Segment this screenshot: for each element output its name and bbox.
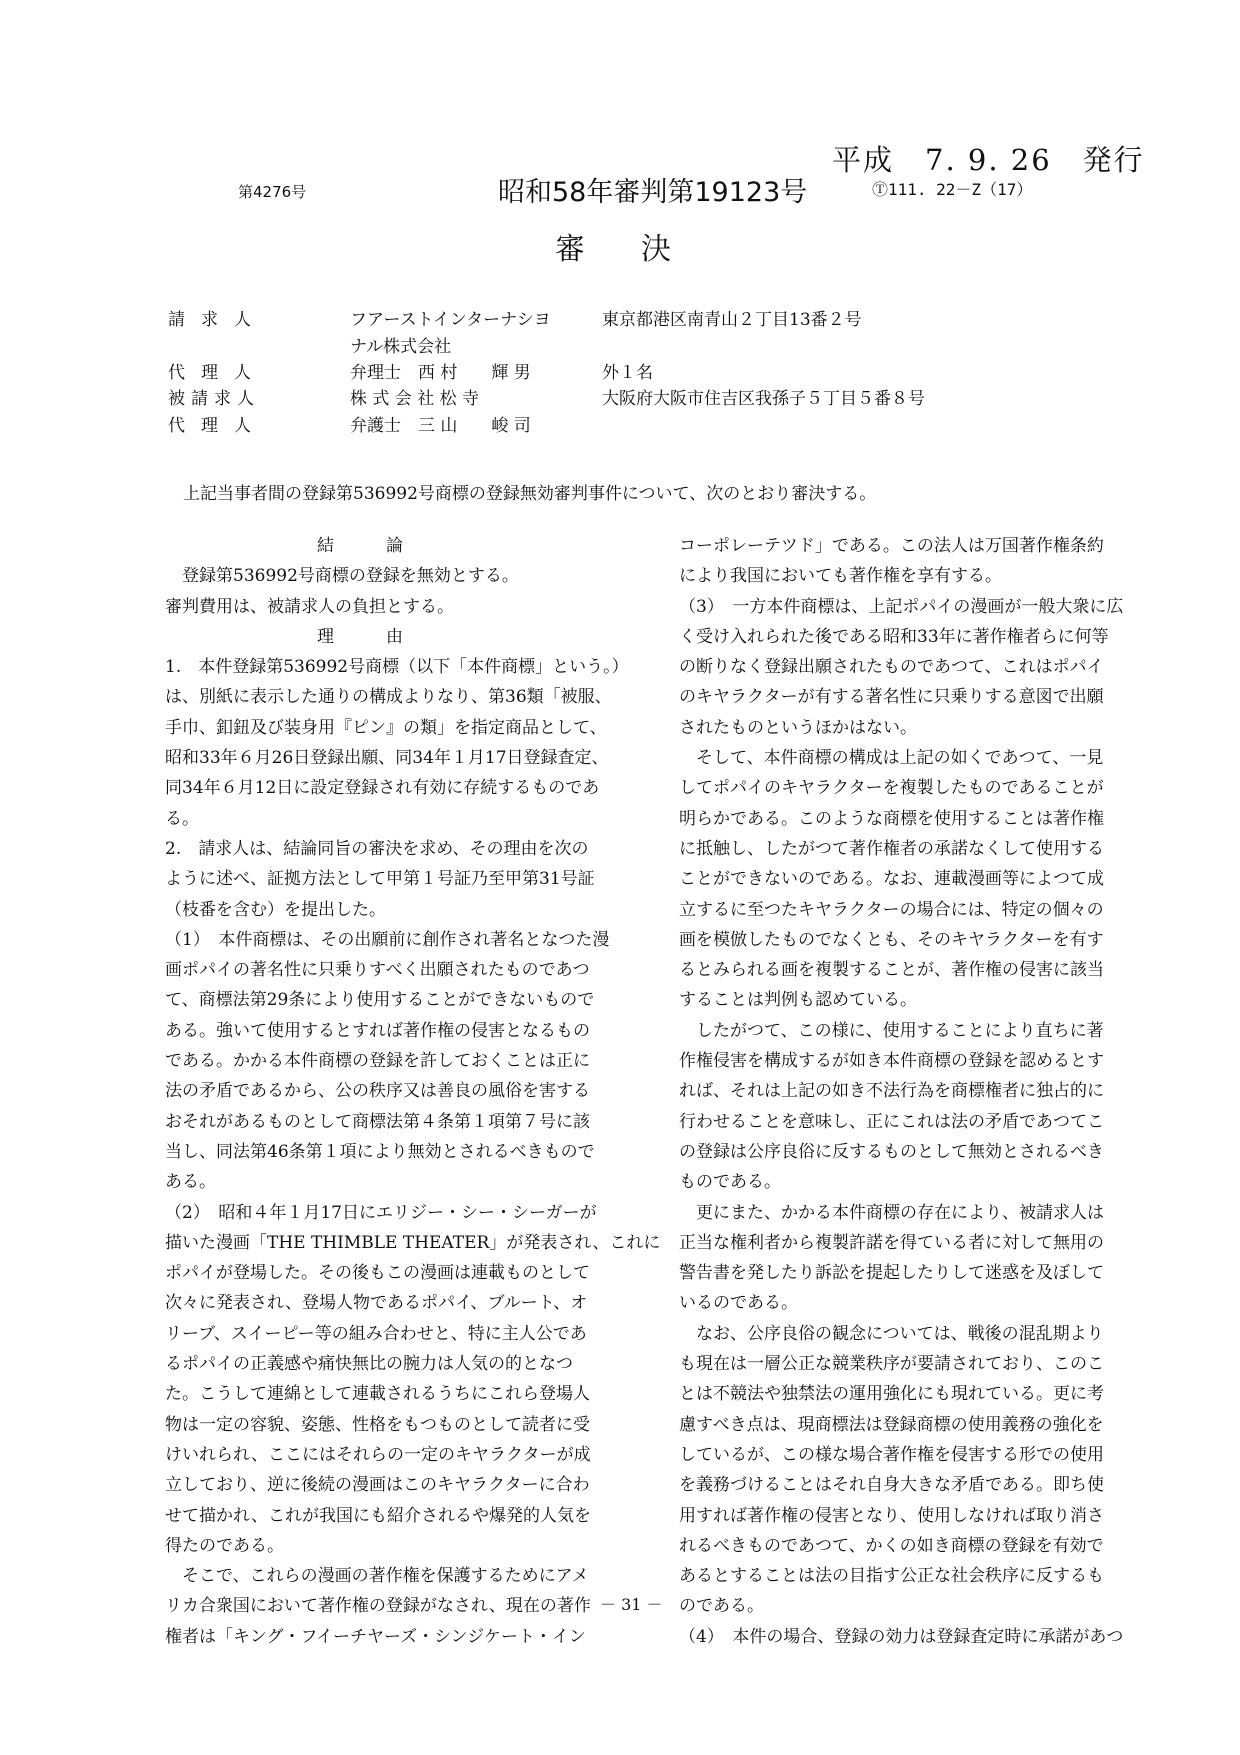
- text-line: あるとすることは法の目指す公正な社会秩序に反するも: [679, 1566, 1104, 1587]
- text-line: おそれがあるものとして商標法第４条第１項第７号に該: [165, 1111, 590, 1132]
- text-line: ものである。: [679, 1172, 781, 1193]
- text-line: （3） 一方本件商標は、上記ポパイの漫画が一般大衆に広: [679, 596, 1124, 617]
- text-line: （4） 本件の場合、登録の効力は登録査定時に承諾があつ: [679, 1626, 1124, 1647]
- text-line: 明らかである。このような商標を使用することは著作権: [679, 808, 1104, 829]
- text-line: そして、本件商標の構成は上記の如くであつて、一見: [679, 748, 1104, 769]
- text-line: を義務づけることはそれ自身大きな矛盾である。即ち使: [679, 1475, 1104, 1496]
- text-line: 描いた漫画「THE THIMBLE THEATER」が発表され、これに: [165, 1232, 661, 1253]
- text-line: れば、それは上記の如き不法行為を商標権者に独占的に: [679, 1081, 1104, 1102]
- text-line: 警告書を発したり訴訟を提起したりして迷惑を及ぼして: [679, 1263, 1104, 1284]
- text-line: て、商標法第29条により使用することができないもので: [165, 990, 595, 1011]
- text-line: リカ合衆国において著作権の登録がなされ、現在の著作: [165, 1596, 591, 1617]
- text-line: せて描かれ、これが我国にも紹介されるや爆発的人気を: [165, 1505, 592, 1526]
- party-name: ナル株式会社: [350, 337, 452, 357]
- text-line: 用すれば著作権の侵害となり、使用しなければ取り消さ: [679, 1505, 1104, 1526]
- document-number: 第4276号: [238, 183, 307, 201]
- party-address: 大阪府大阪市住吉区我孫子５丁目５番８号: [602, 389, 925, 409]
- text-line: のキヤラクターが有する著名性に只乗りする意図で出願: [679, 687, 1104, 708]
- text-line: の断りなく登録出願されたものであつて、これはポパイ: [679, 657, 1104, 678]
- party-name: フアーストインターナシヨ: [350, 310, 551, 330]
- text-line: してポパイのキヤラクターを複製したものであることが: [679, 778, 1104, 799]
- text-line: に抵触し、したがつて著作権者の承諾なくして使用する: [679, 838, 1104, 859]
- text-line: ことができないのである。なお、連載漫画等によつて成: [679, 869, 1104, 890]
- text-line: 同34年６月12日に設定登録され有効に存続するものであ: [165, 778, 600, 799]
- party-name: 株 式 会 社 松 寺: [350, 389, 480, 409]
- text-line: なお、公序良俗の観念については、戦後の混乱期より: [679, 1323, 1104, 1344]
- text-line: 立しており、逆に後続の漫画はこのキヤラクターに合わ: [165, 1475, 590, 1496]
- text-line: により我国においても著作権を享有する。: [679, 566, 1002, 587]
- text-line: 次々に発表され、登場人物であるポパイ、ブルート、オ: [165, 1293, 588, 1314]
- text-line: は、別紙に表示した通りの構成よりなり、第36類「被服、: [165, 687, 612, 708]
- text-line: 登録第536992号商標の登録を無効とする。: [165, 566, 519, 587]
- text-line: 画を模倣したものでなくとも、そのキヤラクターを有す: [679, 929, 1104, 950]
- party-address: 東京都港区南青山２丁目13番２号: [602, 310, 862, 330]
- text-line: したがつて、この様に、使用することにより直ちに著: [679, 1020, 1104, 1041]
- classification-code: Ⓣ111. 22－Z（17）: [872, 180, 1033, 199]
- text-line: 正当な権利者から複製許諾を得ている者に対して無用の: [679, 1232, 1104, 1253]
- party-role: 請求人: [168, 310, 267, 330]
- issue-date: 平成 7. 9. 26 発行: [832, 143, 1145, 177]
- text-line: 得たのである。: [165, 1535, 284, 1556]
- text-line: た。こうして連綿として連載されるうちにこれら登場人: [165, 1384, 590, 1405]
- text-line: 手巾、釦鈕及び装身用『ピン』の類」を指定商品として、: [165, 717, 607, 738]
- text-line: することは判例も認めている。: [679, 990, 917, 1011]
- party-name: 弁護士 三 山 峻 司: [350, 416, 531, 436]
- text-line: 画ポパイの著名性に只乗りすべく出願されたものであつ: [165, 960, 590, 981]
- text-line: コーポレーテツド」である。この法人は万国著作権条約: [679, 536, 1104, 556]
- text-line: るとみられる画を複製することが、著作権の侵害に該当: [679, 960, 1104, 981]
- text-line: （1） 本件商標は、その出願前に創作され著名となつた漫: [165, 929, 610, 950]
- text-line: のである。: [679, 1596, 764, 1617]
- text-line: れるべきものであつて、かくの如き商標の登録を有効で: [679, 1535, 1104, 1556]
- text-line: 立するに至つたキヤラクターの場合には、特定の個々の: [679, 899, 1104, 920]
- text-line: 2. 請求人は、結論同旨の審決を求め、その理由を次の: [165, 838, 589, 859]
- text-line: である。かかる本件商標の登録を許しておくことは正に: [165, 1051, 590, 1072]
- text-line: 審判費用は、被請求人の負担とする。: [165, 596, 454, 617]
- text-line: （2） 昭和４年１月17日にエリジー・シー・シーガーが: [165, 1202, 597, 1223]
- text-line: ある。強いて使用するとすれば著作権の侵害となるもの: [165, 1020, 590, 1041]
- section-heading: 理由: [317, 626, 455, 647]
- text-line: ある。: [165, 1172, 216, 1193]
- party-role: 被請求人: [168, 389, 260, 409]
- text-line: 法の矛盾であるから、公の秩序又は善良の風俗を害する: [165, 1081, 590, 1102]
- text-line: く受け入れられた後である昭和33年に著作権者らに何等: [679, 626, 1109, 647]
- text-line: 当し、同法第46条第１項により無効とされるべきもので: [165, 1141, 595, 1162]
- text-line: いるのである。: [679, 1293, 798, 1314]
- text-line: 作権侵害を構成するが如き本件商標の登録を認めるとす: [679, 1051, 1104, 1072]
- text-line: リーブ、スイーピー等の組み合わせと、特に主人公であ: [165, 1323, 587, 1344]
- text-line: 物は一定の容貌、姿態、性格をもつものとして読者に受: [165, 1414, 590, 1435]
- party-name: 弁理士 西 村 輝 男: [350, 363, 531, 383]
- text-line: とは不競法や独禁法の運用強化にも現れている。更に考: [679, 1384, 1104, 1405]
- text-line: しているが、この様な場合著作権を侵害する形での使用: [679, 1444, 1104, 1465]
- party-role: 代理人: [168, 363, 267, 383]
- document-title: 審決: [555, 232, 727, 267]
- text-line: されたものというほかはない。: [679, 717, 917, 738]
- text-line: 更にまた、かかる本件商標の存在により、被請求人は: [679, 1202, 1104, 1223]
- text-line: ように述べ、証拠方法として甲第１号証乃至甲第31号証: [165, 869, 595, 890]
- text-line: の登録は公序良俗に反するものとして無効とされるべき: [679, 1141, 1104, 1162]
- text-line: 行わせることを意味し、正にこれは法の矛盾であつてこ: [679, 1111, 1104, 1132]
- text-line: るポパイの正義感や痛快無比の腕力は人気の的となつ: [165, 1354, 573, 1375]
- text-line: そこで、これらの漫画の著作権を保護するためにアメ: [165, 1566, 589, 1587]
- section-heading: 結論: [317, 536, 455, 556]
- party-address: 外１名: [602, 363, 653, 383]
- text-line: る。: [165, 808, 199, 829]
- right-column: [679, 531, 1124, 1652]
- text-line: ポパイが登場した。その後もこの漫画は連載ものとして: [165, 1263, 590, 1284]
- case-title: 昭和58年審判第19123号: [498, 177, 808, 208]
- text-line: （枝番を含む）を提出した。: [165, 899, 386, 920]
- text-line: も現在は一層公正な競業秩序が要請されており、このこ: [679, 1354, 1104, 1375]
- text-line: 権者は「キング・フイーチヤーズ・シンジケート・イン: [165, 1626, 586, 1647]
- intro-statement: 上記当事者間の登録第536992号商標の登録無効審判事件について、次のとおり審決する。: [183, 484, 877, 504]
- left-column: [165, 531, 661, 1652]
- text-line: 昭和33年６月26日登録出願、同34年１月17日登録査定、: [165, 748, 609, 769]
- party-role: 代理人: [168, 416, 267, 436]
- text-line: 慮すべき点は、現商標法は登録商標の使用義務の強化を: [679, 1414, 1104, 1435]
- text-line: けいれられ、ここにはそれらの一定のキヤラクターが成: [165, 1444, 591, 1465]
- text-line: 1. 本件登録第536992号商標（以下「本件商標」という。）: [165, 657, 629, 678]
- page-number: － 31 －: [600, 1595, 663, 1614]
